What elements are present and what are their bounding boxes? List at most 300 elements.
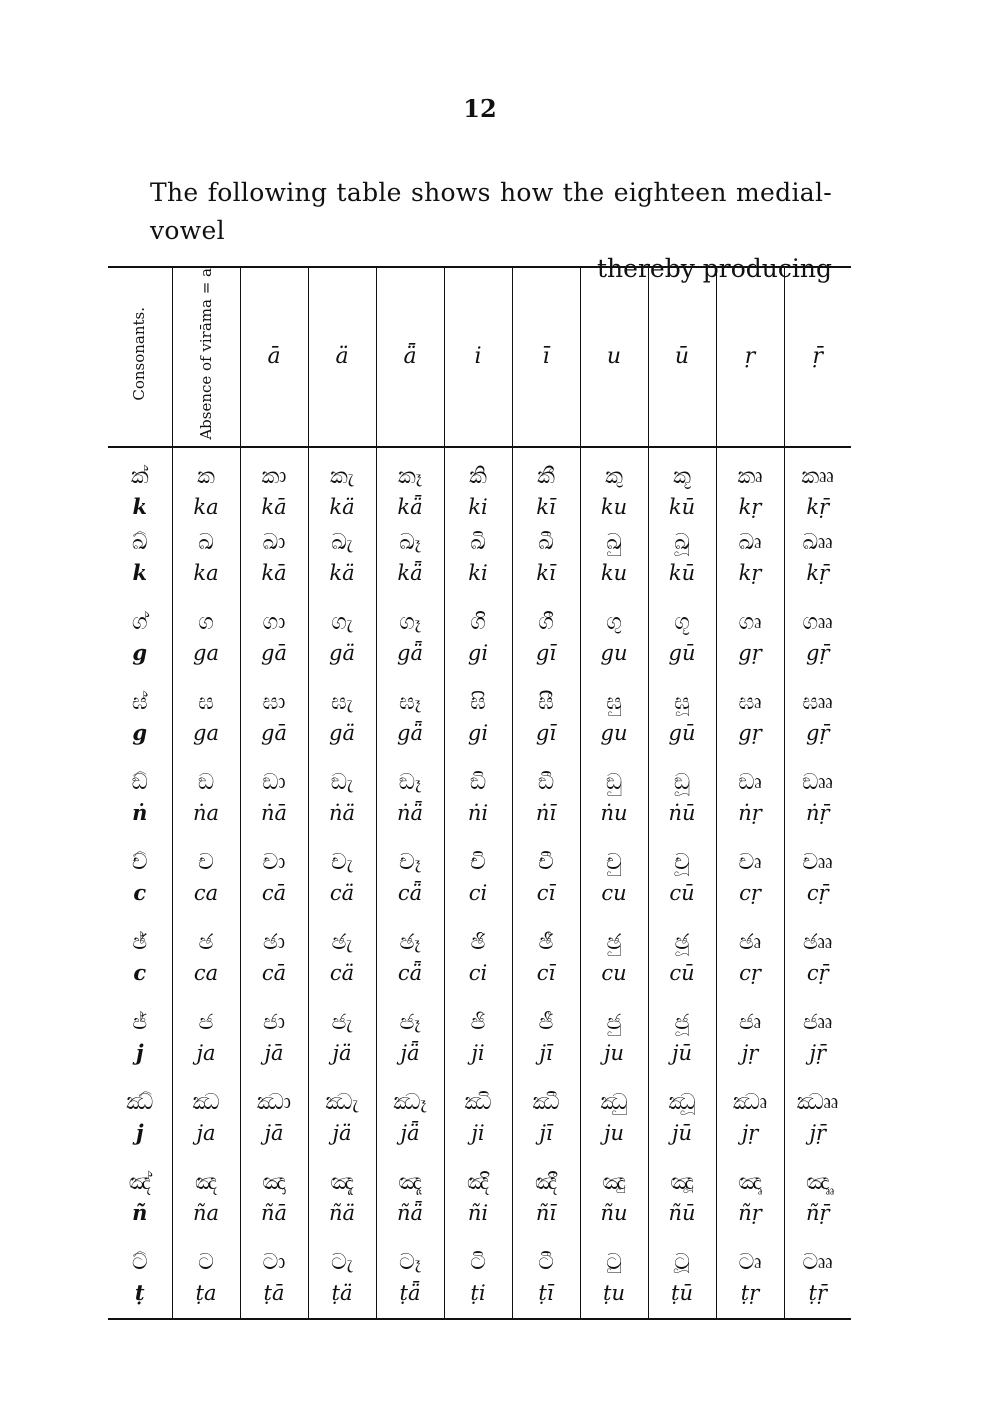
transliteration: kä — [329, 494, 355, 519]
syllable-cell — [376, 1088, 444, 1168]
page-number: 12 — [463, 94, 497, 123]
transliteration: ñū — [668, 1200, 696, 1225]
transliteration: ki — [468, 560, 488, 585]
transliteration: ñṛ — [738, 1200, 762, 1225]
sinhala-glyph: චී — [538, 849, 554, 875]
transliteration: ṭǟ — [399, 1280, 421, 1305]
transliteration: ja — [196, 1120, 216, 1145]
sinhala-glyph: ටෑ — [399, 1249, 421, 1275]
transliteration: cṛ — [739, 960, 761, 985]
transliteration: ṭu — [603, 1280, 625, 1305]
transliteration: ṅǟ — [396, 800, 424, 825]
transliteration: ñä — [328, 1200, 356, 1225]
transliteration: jṝ — [809, 1120, 827, 1145]
transliteration: j — [135, 1039, 144, 1065]
transliteration: kū — [668, 560, 696, 585]
syllable-cell — [308, 848, 376, 928]
header-absence-of-virama: Absence of virāma = a — [172, 267, 240, 447]
syllable-cell — [376, 528, 444, 608]
transliteration: cä — [329, 880, 355, 905]
sinhala-glyph: චෑ — [399, 849, 421, 875]
transliteration: kǟ — [397, 560, 423, 585]
sinhala-glyph: චු — [606, 849, 622, 875]
transliteration: k — [132, 493, 148, 519]
sinhala-glyph: ජි — [470, 1009, 486, 1035]
transliteration: kṛ — [738, 560, 762, 585]
syllable-cell — [648, 447, 716, 528]
syllable-cell — [580, 1008, 648, 1088]
transliteration: gṝ — [806, 640, 830, 665]
syllable-cell — [580, 1168, 648, 1248]
sinhala-glyph: ඣැ — [325, 1089, 359, 1115]
sinhala-glyph: චැ — [331, 849, 353, 875]
sinhala-glyph: ජූ — [674, 1009, 690, 1035]
sinhala-glyph: ගෘ — [738, 609, 762, 635]
consonant-cell — [108, 1248, 172, 1319]
syllable-cell — [444, 1168, 512, 1248]
sinhala-glyph: ඝෲ — [802, 689, 834, 715]
transliteration: cä — [329, 960, 355, 985]
sinhala-glyph: කී — [537, 463, 555, 489]
sinhala-glyph: ඣෑ — [393, 1089, 427, 1115]
sinhala-glyph: ගු — [606, 609, 622, 635]
transliteration: ca — [193, 880, 219, 905]
transliteration: ṅū — [668, 800, 696, 825]
header-vowel-r: ṛ — [716, 267, 784, 447]
transliteration: ka — [193, 494, 219, 519]
sinhala-glyph: ඛැ — [331, 529, 353, 555]
syllable-cell — [444, 447, 512, 528]
sinhala-glyph: ගී — [538, 609, 554, 635]
syllable-cell — [172, 447, 240, 528]
sinhala-glyph: ඛෲ — [802, 529, 834, 555]
transliteration: kā — [261, 560, 287, 585]
transliteration: gi — [467, 640, 489, 665]
sinhala-glyph: ඞෑ — [398, 769, 422, 795]
syllable-cell — [172, 848, 240, 928]
syllable-cell — [308, 447, 376, 528]
consonant-cell — [108, 1168, 172, 1248]
syllable-cell — [172, 608, 240, 688]
table-body — [108, 447, 851, 1319]
transliteration: kṝ — [806, 560, 830, 585]
table-row — [108, 1088, 851, 1168]
sinhala-glyph: ඣ — [192, 1089, 220, 1115]
sinhala-glyph: ඞ — [197, 769, 215, 795]
syllable-cell — [512, 447, 580, 528]
syllable-cell — [444, 928, 512, 1008]
syllable-cell — [512, 1248, 580, 1319]
syllable-cell — [240, 928, 308, 1008]
sinhala-glyph: ඛූ — [674, 529, 690, 555]
sinhala-glyph: ඤූ — [670, 1169, 694, 1195]
sinhala-glyph: ජා — [262, 1009, 286, 1035]
transliteration: ca — [193, 960, 219, 985]
table-row — [108, 528, 851, 608]
syllable-cell — [444, 1008, 512, 1088]
transliteration: cā — [261, 880, 287, 905]
transliteration: kā — [261, 494, 287, 519]
transliteration: ji — [471, 1120, 485, 1145]
transliteration: g — [132, 639, 148, 665]
transliteration: kṝ — [806, 494, 830, 519]
syllable-cell — [648, 1168, 716, 1248]
sinhala-glyph: කෑ — [397, 463, 422, 489]
sinhala-glyph: ජෲ — [802, 1009, 833, 1035]
syllable-cell — [512, 528, 580, 608]
consonant-cell — [108, 688, 172, 768]
sinhala-glyph: ටූ — [674, 1249, 690, 1275]
transliteration: cǟ — [397, 880, 423, 905]
transliteration: ñā — [260, 1200, 288, 1225]
sinhala-glyph: චෲ — [802, 849, 834, 875]
sinhala-glyph: ඝෘ — [738, 689, 762, 715]
sinhala-glyph: ඝු — [606, 689, 622, 715]
transliteration: ṭi — [470, 1280, 486, 1305]
sinhala-glyph: ඝ — [198, 689, 214, 715]
header-vowel-u: u — [580, 267, 648, 447]
sinhala-glyph: ඞු — [605, 769, 623, 795]
syllable-cell — [444, 608, 512, 688]
transliteration: gṝ — [806, 720, 830, 745]
sinhala-glyph: ඛී — [538, 529, 554, 555]
sinhala-glyph: ක් — [130, 463, 149, 489]
sinhala-glyph: ඝ් — [131, 689, 148, 715]
syllable-cell — [716, 1168, 784, 1248]
sinhala-glyph: ඡෲ — [802, 929, 833, 955]
sinhala-glyph: ජෘ — [738, 1009, 762, 1035]
sinhala-glyph: ඣි — [464, 1089, 492, 1115]
syllable-cell — [240, 768, 308, 848]
transliteration: cū — [669, 960, 695, 985]
transliteration: gū — [668, 640, 696, 665]
sinhala-glyph: ඞි — [469, 769, 487, 795]
sinhala-glyph: ගා — [262, 609, 286, 635]
syllable-cell — [308, 1088, 376, 1168]
sinhala-glyph: ඡෑ — [399, 929, 421, 955]
syllable-cell — [308, 528, 376, 608]
sinhala-glyph: ඞූ — [673, 769, 691, 795]
syllable-cell — [240, 1248, 308, 1319]
transliteration: ṅu — [600, 800, 628, 825]
sinhala-glyph: ඤී — [534, 1169, 558, 1195]
table-row — [108, 1168, 851, 1248]
sinhala-glyph: ක — [197, 463, 215, 489]
sinhala-glyph: ඝී — [538, 689, 554, 715]
transliteration: ñī — [535, 1200, 557, 1225]
sinhala-glyph: ඛු — [606, 529, 622, 555]
sinhala-glyph: කි — [469, 463, 487, 489]
transliteration: ṅä — [328, 800, 356, 825]
transliteration: ju — [603, 1120, 625, 1145]
sinhala-glyph: කූ — [673, 463, 691, 489]
transliteration: ka — [193, 560, 219, 585]
transliteration: gā — [261, 640, 287, 665]
consonant-cell — [108, 768, 172, 848]
sinhala-glyph: ඡෘ — [738, 929, 762, 955]
syllable-cell — [376, 1168, 444, 1248]
consonant-cell — [108, 848, 172, 928]
syllable-cell — [308, 688, 376, 768]
sinhala-glyph: ඤැ — [330, 1169, 354, 1195]
syllable-cell — [240, 848, 308, 928]
transliteration: ṅṝ — [805, 800, 830, 825]
syllable-cell — [172, 1248, 240, 1319]
syllable-cell — [172, 1168, 240, 1248]
transliteration: jä — [332, 1040, 352, 1065]
syllable-cell — [376, 608, 444, 688]
sinhala-glyph: ගැ — [331, 609, 353, 635]
syllable-cell — [648, 1248, 716, 1319]
syllable-cell — [784, 1008, 851, 1088]
transliteration: jǟ — [400, 1040, 420, 1065]
transliteration: kī — [536, 494, 556, 519]
sinhala-glyph: ඤ් — [128, 1169, 151, 1195]
syllable-cell — [376, 848, 444, 928]
transliteration: c — [133, 879, 147, 905]
transliteration: gä — [329, 720, 355, 745]
transliteration: jṝ — [809, 1040, 827, 1065]
sinhala-glyph: ඣූ — [668, 1089, 696, 1115]
transliteration: ṅā — [260, 800, 288, 825]
sinhala-glyph: ඣු — [600, 1089, 628, 1115]
transliteration: jū — [671, 1040, 693, 1065]
sinhala-glyph: ච් — [131, 849, 148, 875]
syllable-cell — [716, 608, 784, 688]
sinhala-glyph: ටි — [470, 1249, 486, 1275]
transliteration: jṛ — [741, 1120, 759, 1145]
syllable-cell — [716, 528, 784, 608]
header-consonants: Consonants. — [108, 267, 172, 447]
sinhala-glyph: ඤි — [466, 1169, 490, 1195]
syllable-cell — [784, 1088, 851, 1168]
transliteration: ci — [468, 880, 488, 905]
sinhala-glyph: ටැ — [331, 1249, 353, 1275]
syllable-cell — [444, 1088, 512, 1168]
syllable-cell — [172, 1088, 240, 1168]
syllable-cell — [648, 1088, 716, 1168]
transliteration: jī — [539, 1120, 553, 1145]
syllable-cell — [784, 688, 851, 768]
transliteration: jū — [671, 1120, 693, 1145]
transliteration: ṭṝ — [808, 1280, 827, 1305]
syllable-cell — [444, 528, 512, 608]
syllable-cell — [240, 688, 308, 768]
transliteration: ṭ — [134, 1279, 145, 1305]
transliteration: ṭä — [331, 1280, 353, 1305]
sinhala-glyph: ග — [198, 609, 214, 635]
transliteration: gā — [261, 720, 287, 745]
syllable-cell — [444, 768, 512, 848]
sinhala-glyph: කු — [605, 463, 623, 489]
sinhala-glyph: ඤෑ — [398, 1169, 422, 1195]
transliteration: c — [133, 959, 147, 985]
consonant-cell — [108, 608, 172, 688]
syllable-cell — [580, 1248, 648, 1319]
sinhala-glyph: ග් — [131, 609, 148, 635]
sinhala-glyph: ජී — [538, 1009, 554, 1035]
sinhala-glyph: ඞා — [262, 769, 286, 795]
sinhala-glyph: ඝූ — [674, 689, 690, 715]
transliteration: g — [132, 719, 148, 745]
syllable-cell — [172, 528, 240, 608]
syllable-cell — [580, 447, 648, 528]
transliteration: gu — [600, 720, 628, 745]
sinhala-glyph: ඞී — [537, 769, 555, 795]
transliteration: ṭa — [195, 1280, 217, 1305]
transliteration: cū — [669, 880, 695, 905]
transliteration: gu — [600, 640, 628, 665]
sinhala-glyph: ඝැ — [331, 689, 353, 715]
table-row — [108, 768, 851, 848]
syllable-cell — [580, 688, 648, 768]
sinhala-glyph: ඛ — [198, 529, 214, 555]
syllable-cell — [580, 528, 648, 608]
sinhala-glyph: ඤු — [602, 1169, 626, 1195]
transliteration: ga — [193, 720, 219, 745]
sinhala-glyph: ටී — [538, 1249, 554, 1275]
syllable-cell — [648, 848, 716, 928]
syllable-cell — [444, 688, 512, 768]
sinhala-glyph: ඤ — [194, 1169, 218, 1195]
table-header-row — [108, 267, 851, 447]
header-vowel-ae-long: ǟ — [376, 267, 444, 447]
transliteration: gū — [668, 720, 696, 745]
table-row — [108, 608, 851, 688]
header-vowel-ae: ä — [308, 267, 376, 447]
syllable-cell — [308, 928, 376, 1008]
header-vowel-i-long: ī — [512, 267, 580, 447]
sinhala-glyph: ඝා — [262, 689, 286, 715]
transliteration: ci — [468, 960, 488, 985]
syllable-cell — [308, 1008, 376, 1088]
sinhala-glyph: ඤෲ — [805, 1169, 830, 1195]
syllable-cell — [716, 848, 784, 928]
sinhala-glyph: ඣෘ — [732, 1089, 768, 1115]
syllable-cell — [308, 1248, 376, 1319]
syllable-cell — [308, 768, 376, 848]
transliteration: ṅi — [467, 800, 489, 825]
syllable-cell — [580, 768, 648, 848]
sinhala-glyph: ඣෲ — [796, 1089, 839, 1115]
sinhala-glyph: ගෑ — [399, 609, 421, 635]
transliteration: gǟ — [397, 720, 423, 745]
transliteration: ṅa — [192, 800, 220, 825]
sinhala-glyph: ඝි — [470, 689, 486, 715]
sinhala-glyph: ඡැ — [331, 929, 353, 955]
transliteration: cu — [601, 880, 627, 905]
sinhala-glyph: ඡි — [470, 929, 486, 955]
transliteration: gä — [329, 640, 355, 665]
header-vowel-i: i — [444, 267, 512, 447]
transliteration: ja — [196, 1040, 216, 1065]
syllable-cell — [784, 928, 851, 1008]
sinhala-glyph: ගි — [470, 609, 486, 635]
syllable-cell — [716, 1008, 784, 1088]
sinhala-glyph: ට් — [131, 1249, 148, 1275]
transliteration: jä — [332, 1120, 352, 1145]
syllable-cell — [376, 1008, 444, 1088]
syllable-cell — [172, 928, 240, 1008]
consonant-cell — [108, 447, 172, 528]
transliteration: jī — [539, 1040, 553, 1065]
sinhala-glyph: ටු — [606, 1249, 622, 1275]
transliteration: jṛ — [741, 1040, 759, 1065]
syllable-cell — [648, 528, 716, 608]
transliteration: jā — [264, 1120, 284, 1145]
transliteration: cṝ — [806, 880, 829, 905]
transliteration: gṛ — [738, 640, 762, 665]
medial-vowel-table — [108, 266, 851, 1320]
sinhala-glyph: ඞෘ — [738, 769, 762, 795]
sinhala-glyph: ගෲ — [802, 609, 834, 635]
transliteration: gǟ — [397, 640, 423, 665]
transliteration: ñ — [132, 1199, 148, 1225]
sinhala-glyph: ජෑ — [399, 1009, 421, 1035]
sinhala-glyph: ඤෘ — [738, 1169, 762, 1195]
sinhala-glyph: ඣා — [256, 1089, 292, 1115]
syllable-cell — [648, 688, 716, 768]
syllable-cell — [648, 768, 716, 848]
syllable-cell — [580, 848, 648, 928]
syllable-cell — [512, 1168, 580, 1248]
syllable-cell — [512, 928, 580, 1008]
syllable-cell — [784, 447, 851, 528]
sinhala-glyph: ටා — [262, 1249, 286, 1275]
sinhala-glyph: ඞ් — [131, 769, 148, 795]
syllable-cell — [512, 688, 580, 768]
intro-line-1: The following table shows how the eighteen medial-vowel — [150, 178, 832, 245]
transliteration: ga — [193, 640, 219, 665]
table-row — [108, 1008, 851, 1088]
syllable-cell — [784, 1248, 851, 1319]
transliteration: ki — [468, 494, 488, 519]
transliteration: ku — [600, 494, 628, 519]
syllable-cell — [376, 1248, 444, 1319]
sinhala-glyph: ට — [198, 1249, 214, 1275]
syllable-cell — [376, 447, 444, 528]
transliteration: ña — [192, 1200, 220, 1225]
syllable-cell — [512, 1088, 580, 1168]
sinhala-glyph: ඣ් — [126, 1089, 154, 1115]
sinhala-glyph: ඤා — [262, 1169, 286, 1195]
transliteration: ju — [603, 1040, 625, 1065]
syllable-cell — [512, 1008, 580, 1088]
syllable-cell — [512, 608, 580, 688]
syllable-cell — [240, 447, 308, 528]
consonant-cell — [108, 1008, 172, 1088]
syllable-cell — [240, 1168, 308, 1248]
syllable-cell — [716, 447, 784, 528]
transliteration: gī — [535, 640, 557, 665]
sinhala-glyph: චි — [470, 849, 486, 875]
transliteration: cṝ — [806, 960, 829, 985]
transliteration: ji — [471, 1040, 485, 1065]
sinhala-glyph: ඡූ — [674, 929, 690, 955]
syllable-cell — [716, 688, 784, 768]
sinhala-glyph: ඛෘ — [738, 529, 762, 555]
sinhala-glyph: ගූ — [674, 609, 690, 635]
syllable-cell — [716, 768, 784, 848]
sinhala-glyph: ජ — [198, 1009, 214, 1035]
sinhala-glyph: ඛෑ — [399, 529, 421, 555]
sinhala-glyph: ඣී — [532, 1089, 560, 1115]
syllable-cell — [580, 1088, 648, 1168]
sinhala-glyph: ජු — [606, 1009, 622, 1035]
sinhala-glyph: කා — [261, 463, 287, 489]
consonant-cell — [108, 928, 172, 1008]
syllable-cell — [172, 1008, 240, 1088]
